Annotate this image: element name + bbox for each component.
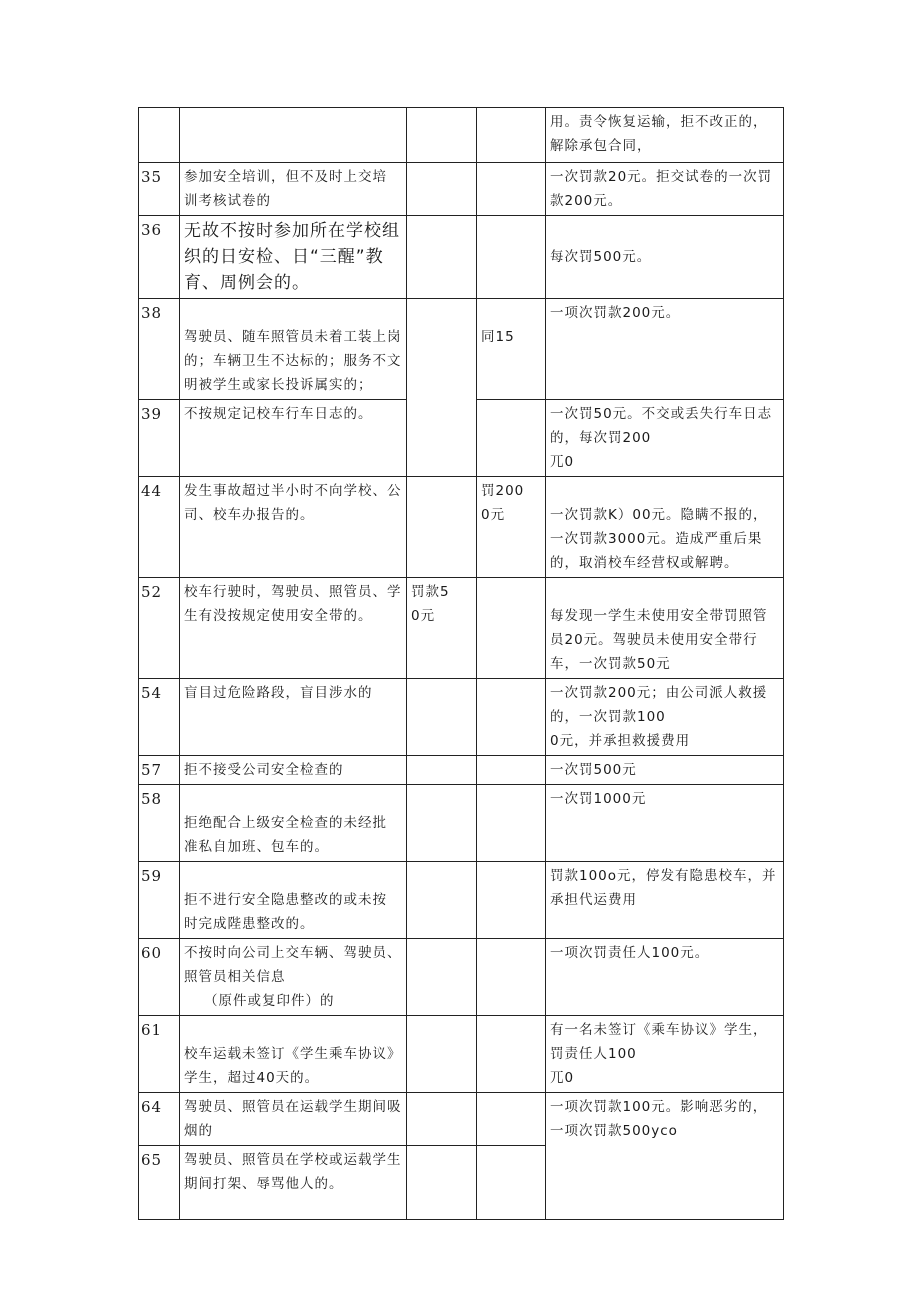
penalty-line: 员20元。驾驶员未使用安全带行 (550, 632, 758, 648)
penalty-cell (546, 578, 784, 679)
column-4-line: 罚200 (481, 483, 525, 499)
column-3-line: 0元 (411, 608, 436, 624)
penalty-line: 一项次罚款100元。影响恶劣的， (550, 1099, 768, 1115)
violation-description (180, 477, 407, 578)
column-4-cell (477, 756, 546, 785)
penalty-line: 款200元。 (550, 193, 623, 209)
penalty-line: 兀0 (550, 1070, 575, 1086)
penalty-cell (546, 163, 784, 216)
description-line: 时完成陛患整改的。 (184, 916, 315, 932)
description-line: 学生，超过40天的。 (184, 1070, 320, 1086)
table-row (139, 477, 784, 578)
table-row (139, 939, 784, 1016)
table-row (139, 1016, 784, 1093)
row-number: 54 (139, 679, 180, 756)
description-line: 拒不接受公司安全检查的 (184, 762, 344, 778)
penalty-cell (546, 785, 784, 862)
violation-description (180, 108, 407, 163)
column-3-cell (407, 1016, 477, 1093)
penalty-line: 罚责任人100 (550, 1046, 637, 1062)
penalty-cell (546, 862, 784, 939)
column-3-cell (407, 578, 477, 679)
column-3-cell (407, 1093, 477, 1146)
row-number: 35 (139, 163, 180, 216)
penalty-line: 一项次罚责任人100元。 (550, 945, 710, 961)
row-number (139, 108, 180, 163)
description-line: 的；车辆卫生不达标的；服务不文 (184, 353, 402, 369)
penalty-line: 一次罚500元 (550, 762, 637, 778)
violation-description (180, 578, 407, 679)
table-row (139, 785, 784, 862)
row-number: 36 (139, 216, 180, 299)
penalty-line: 一项次罚款500yco (550, 1123, 678, 1139)
violation-description (180, 400, 407, 477)
row-number: 44 (139, 477, 180, 578)
column-4-cell (477, 1093, 546, 1146)
penalty-cell (546, 216, 784, 299)
penalty-line: 有一名未签订《乘车协议》学生， (550, 1022, 768, 1038)
row-number: 60 (139, 939, 180, 1016)
column-4-cell (477, 679, 546, 756)
description-line: 织的日安检、日“三醒”教 (184, 247, 384, 267)
column-3-cell (407, 216, 477, 299)
column-4-cell (477, 477, 546, 578)
table-row (139, 578, 784, 679)
penalty-line: 一次罚款K）00元。隐瞒不报的， (550, 507, 768, 523)
description-line: 拒不进行安全隐患整改的或未按 (184, 892, 387, 908)
penalty-line: 一次罚款200元；由公司派人救援 (550, 685, 768, 701)
table-row (139, 1093, 784, 1146)
description-line: 准私自加班、包车的。 (184, 839, 329, 855)
column-3-cell (407, 679, 477, 756)
violation-description (180, 1093, 407, 1146)
penalty-cell (546, 400, 784, 477)
table-row (139, 756, 784, 785)
penalty-cell (546, 939, 784, 1016)
description-line: 不按规定记校车行车日志的。 (184, 406, 373, 422)
table-row (139, 216, 784, 299)
description-line: 期间打架、辱骂他人的。 (184, 1176, 344, 1192)
violation-description (180, 939, 407, 1016)
column-3-cell (407, 163, 477, 216)
violation-description (180, 679, 407, 756)
table-row (139, 299, 784, 400)
penalty-table (138, 107, 784, 1220)
penalty-line: 车，一次罚款50元 (550, 656, 671, 672)
column-4-line: 0元 (481, 507, 506, 523)
description-line: 司、校车办报告的。 (184, 507, 315, 523)
description-line: 育、周例会的。 (184, 273, 310, 293)
row-number: 57 (139, 756, 180, 785)
row-number: 38 (139, 299, 180, 400)
column-4-cell (477, 163, 546, 216)
penalty-line: 承担代运费用 (550, 892, 637, 908)
penalty-line: 兀0 (550, 454, 575, 470)
description-line: 烟的 (184, 1123, 213, 1139)
row-number: 65 (139, 1146, 180, 1220)
penalty-cell (546, 477, 784, 578)
penalty-cell (546, 299, 784, 400)
column-4-cell (477, 400, 546, 477)
description-line: 训考核试卷的 (184, 193, 271, 209)
violation-description (180, 1016, 407, 1093)
penalty-line: 0元，并承担救援费用 (550, 733, 691, 749)
row-number: 59 (139, 862, 180, 939)
row-number: 64 (139, 1093, 180, 1146)
column-4-cell (477, 578, 546, 679)
column-4-cell (477, 299, 546, 400)
penalty-line: 一次罚款3000元。造成严重后果 (550, 531, 763, 547)
description-line: 校车行驶时，驾驶员、照管员、学 (184, 584, 402, 600)
violation-description (180, 756, 407, 785)
column-3-cell (407, 108, 477, 163)
penalty-cell (546, 108, 784, 163)
description-line: 盲目过危险路段，盲目涉水的 (184, 685, 373, 701)
description-line: 照管员相关信息 (184, 969, 286, 985)
column-4-cell (477, 862, 546, 939)
description-line: 不按时向公司上交车辆、驾驶员、 (184, 945, 402, 961)
violation-description (180, 785, 407, 862)
penalty-line: 的，每次罚200 (550, 430, 652, 446)
penalty-line: 罚款100o元，停发有隐患校车，并 (550, 868, 777, 884)
violation-description (180, 216, 407, 299)
row-number: 61 (139, 1016, 180, 1093)
penalty-line: 用。责令恢复运输，拒不改正的， (550, 114, 768, 130)
description-line: 驾驶员、随车照管员未着工装上岗 (184, 329, 402, 345)
description-line: 明被学生或家长投诉属实的； (184, 377, 373, 393)
penalty-cell (546, 1093, 784, 1220)
column-4-line: 同15 (481, 329, 515, 345)
violation-description (180, 1146, 407, 1220)
penalty-line: 解除承包合同， (550, 138, 652, 154)
column-3-cell (407, 477, 477, 578)
column-3-cell (407, 785, 477, 862)
column-4-cell (477, 216, 546, 299)
penalty-cell (546, 679, 784, 756)
table-row (139, 862, 784, 939)
column-4-cell (477, 1016, 546, 1093)
column-3-cell (407, 1146, 477, 1220)
table-row (139, 163, 784, 216)
penalty-line: 一项次罚款200元。 (550, 305, 681, 321)
column-3-cell (407, 862, 477, 939)
penalty-line: 每发现一学生未使用安全带罚照管 (550, 608, 768, 624)
column-3-cell (407, 756, 477, 785)
column-3-line: 罚款5 (411, 584, 450, 600)
column-4-cell (477, 108, 546, 163)
penalty-line: 一次罚50元。不交或丢失行车日志 (550, 406, 773, 422)
description-line: 发生事故超过半小时不向学校、公 (184, 483, 402, 499)
description-line: 参加安全培训，但不及时上交培 (184, 169, 387, 185)
table-row (139, 108, 784, 163)
description-line: （原件或复印件）的 (204, 993, 335, 1009)
column-4-cell (477, 785, 546, 862)
row-number: 39 (139, 400, 180, 477)
penalty-line: 每次罚500元。 (550, 249, 652, 265)
description-line: 拒绝配合上级安全检查的未经批 (184, 815, 387, 831)
row-number: 58 (139, 785, 180, 862)
violation-description (180, 299, 407, 400)
description-line: 校车运载未签订《学生乘车协议》 (184, 1046, 402, 1062)
penalty-cell (546, 756, 784, 785)
column-4-cell (477, 1146, 546, 1220)
description-line: 生有没按规定使用安全带的。 (184, 608, 373, 624)
penalty-line: 的，取消校车经营权或解聘。 (550, 555, 739, 571)
column-4-cell (477, 939, 546, 1016)
column-3-cell (407, 299, 477, 477)
table-row (139, 679, 784, 756)
penalty-line: 一次罚款20元。拒交试卷的一次罚 (550, 169, 773, 185)
column-3-cell (407, 939, 477, 1016)
violation-description (180, 862, 407, 939)
penalty-line: 的，一次罚款100 (550, 709, 666, 725)
description-line: 驾驶员、照管员在学校或运载学生 (184, 1152, 402, 1168)
violation-description (180, 163, 407, 216)
row-number: 52 (139, 578, 180, 679)
penalty-line: 一次罚1000元 (550, 791, 647, 807)
description-line: 无故不按时参加所在学校组 (184, 221, 400, 241)
penalty-cell (546, 1016, 784, 1093)
description-line: 驾驶员、照管员在运载学生期间吸 (184, 1099, 402, 1115)
